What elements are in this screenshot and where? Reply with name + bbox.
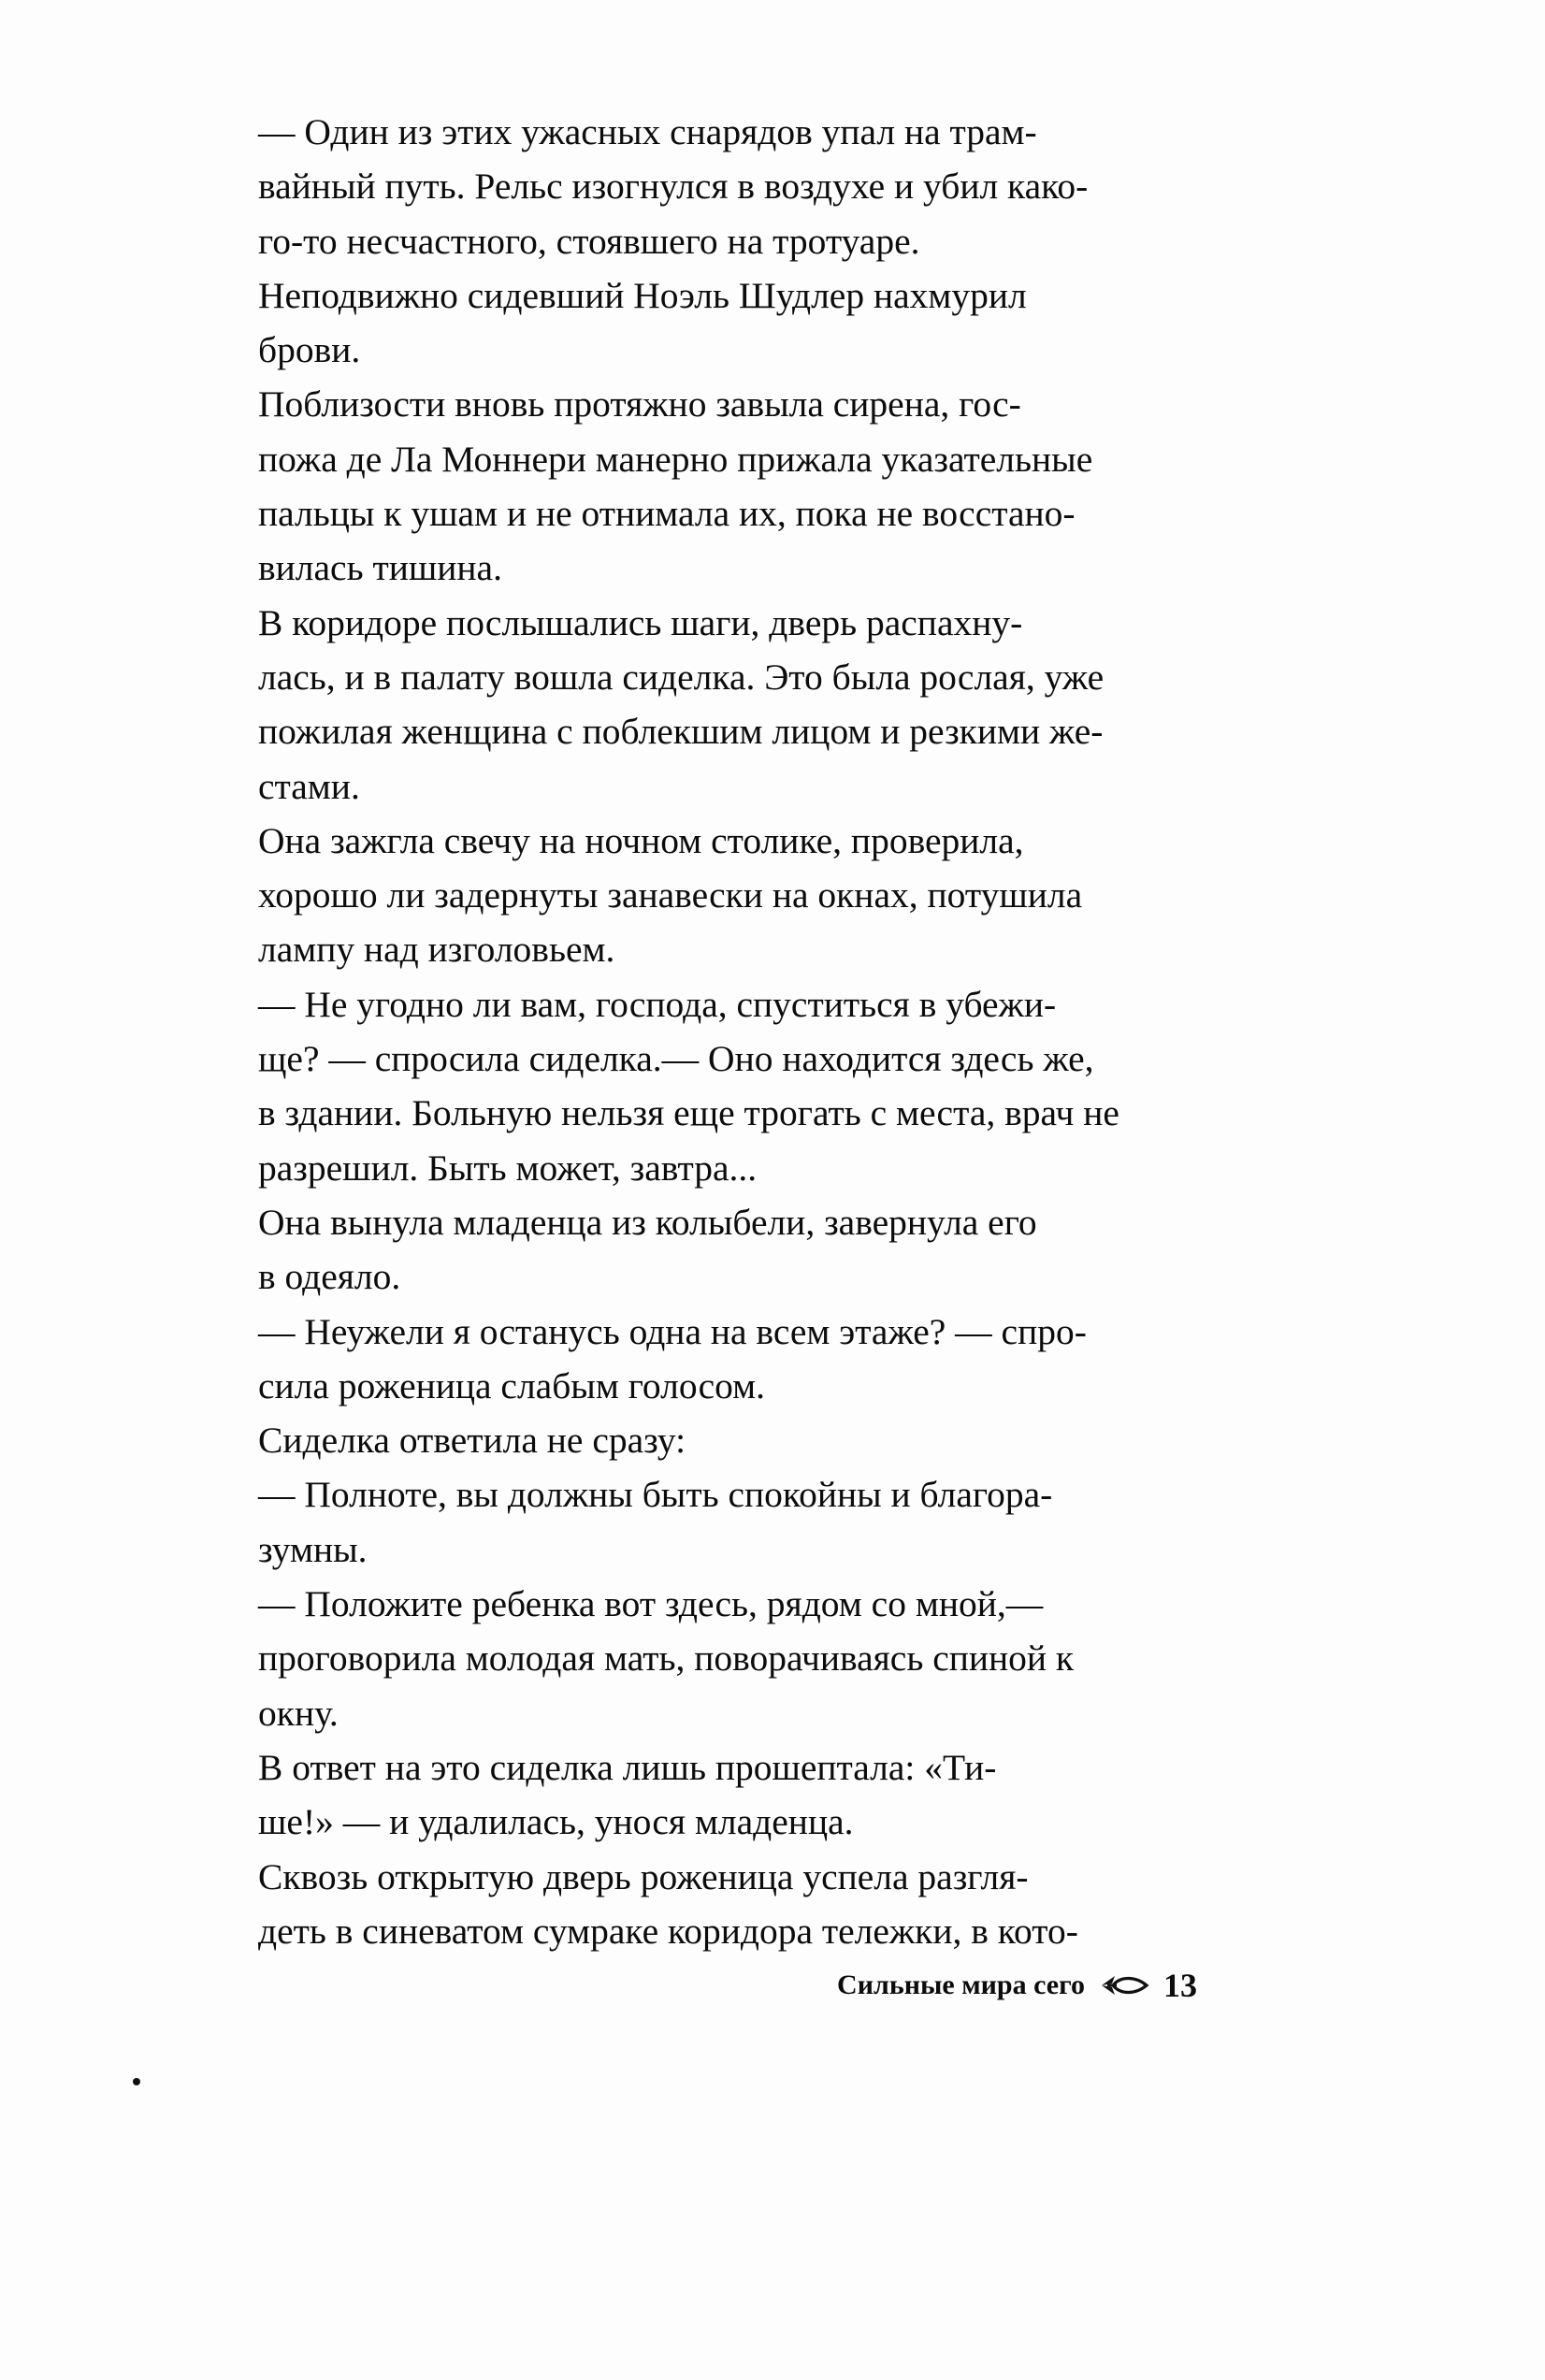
text-line: Поблизости вновь протяжно завыла сирена, гос- (258, 383, 1021, 426)
text-line: В коридоре послышались шаги, дверь распахну- (258, 601, 1023, 643)
page-footer (837, 1966, 1197, 2005)
text-line: в одеяло. (258, 1256, 401, 1298)
text-line: Она зажгла свечу на ночном столике, проверила, (258, 819, 1024, 861)
text-line: стами. (258, 765, 360, 807)
body-text (202, 105, 1195, 1958)
text-line: вилась тишина. (258, 547, 502, 589)
text-line: — Неужели я останусь одна на всем этаже? — спро- (258, 1310, 1087, 1352)
paragraph (202, 814, 1195, 977)
text-line: проговорила молодая мать, поворачиваясь спиной к (258, 1637, 1075, 1680)
text-line: лампу над изголовьем. (258, 929, 615, 971)
running-title: Сильные мира сего (837, 1969, 1085, 2000)
paragraph (202, 1740, 1195, 1850)
text-line: Она вынула младенца из колыбели, завернула его (258, 1201, 1037, 1243)
page-number: 13 (1163, 1967, 1197, 2004)
text-line: деть в синеватом сумраке коридора тележки, в кото- (258, 1910, 1078, 1952)
paragraph (202, 1467, 1195, 1577)
text-line: го-то несчастного, стоявшего на тротуаре. (258, 220, 920, 262)
text-line: пожа де Ла Моннери манерно прижала указательные (258, 438, 1093, 480)
text-line: хорошо ли задернуты занавески на окнах, потушила (258, 874, 1083, 916)
paragraph (202, 596, 1195, 814)
text-line: Неподвижно сидевший Ноэль Шудлер нахмурил (258, 274, 1027, 316)
paragraph (202, 105, 1195, 268)
text-line: вайный путь. Рельс изогнулся в воздухе и убил како- (258, 166, 1089, 208)
text-line: пожилая женщина с поблекшим лицом и резкими же- (258, 711, 1104, 753)
paragraph (202, 268, 1195, 378)
paragraph (202, 1413, 1195, 1467)
text-line: брови. (258, 329, 361, 371)
paragraph (202, 1577, 1195, 1740)
paragraph (202, 1305, 1195, 1414)
text-line: зумны. (258, 1528, 368, 1570)
text-line: Сквозь открытую дверь роженица успела разгля- (258, 1855, 1029, 1897)
text-line: ше!» — и удалилась, унося младенца. (258, 1801, 854, 1843)
text-line: — Положите ребенка вот здесь, рядом со мной,— (258, 1583, 1044, 1625)
text-line: разрешил. Быть может, завтра... (258, 1147, 758, 1189)
text-line: пальцы к ушам и не отнимала их, пока не восстано- (258, 493, 1076, 535)
paragraph (202, 1850, 1195, 1959)
text-line: — Полноте, вы должны быть спокойны и благора- (258, 1474, 1053, 1516)
text-line: сила роженица слабым голосом. (258, 1364, 766, 1406)
paragraph (202, 377, 1195, 595)
paragraph (202, 1195, 1195, 1305)
ornament-icon (1098, 1971, 1150, 1999)
text-line: — Один из этих ужасных снарядов упал на трам- (258, 111, 1037, 152)
text-line: окну. (258, 1692, 339, 1734)
text-line: лась, и в палату вошла сиделка. Это была рослая, уже (258, 656, 1105, 698)
text-line: В ответ на это сиделка лишь прошептала: «Ти- (258, 1746, 997, 1788)
text-line: ще? — спросила сиделка.— Оно находится здесь же, (258, 1038, 1094, 1080)
text-line: в здании. Больную нельзя еще трогать с места, врач не (258, 1092, 1119, 1134)
print-speck (133, 2078, 140, 2085)
text-line: Сиделка ответила не сразу: (258, 1420, 686, 1462)
text-line: — Не угодно ли вам, господа, спуститься в убежи- (258, 983, 1057, 1025)
paragraph (202, 977, 1195, 1195)
